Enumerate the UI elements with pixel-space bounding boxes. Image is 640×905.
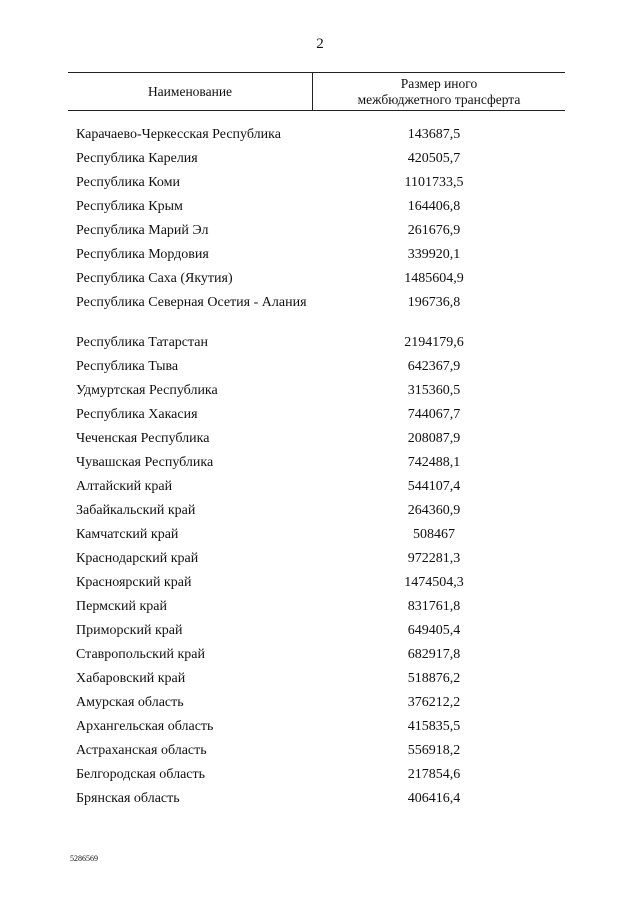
- transfer-amount: 1101733,5: [404, 175, 464, 190]
- transfer-amount: 649405,4: [407, 623, 461, 638]
- region-name: Республика Мордовия: [76, 247, 209, 262]
- transfer-amount: 831761,8: [407, 599, 461, 614]
- table-row: [76, 574, 566, 598]
- transfer-amount: 544107,4: [407, 479, 461, 494]
- table-row: [76, 334, 566, 358]
- table-row: [76, 382, 566, 406]
- region-name: Белгородская область: [76, 767, 206, 782]
- region-name: Хабаровский край: [76, 671, 186, 686]
- table-row: [76, 294, 566, 334]
- region-name: Камчатский край: [76, 527, 179, 542]
- table-row: [76, 766, 566, 790]
- column-header-value-line2: межбюджетного трансферта: [357, 92, 521, 107]
- region-name: Республика Саха (Якутия): [76, 271, 233, 286]
- transfer-amount: 518876,2: [407, 671, 461, 686]
- transfer-amount: 972281,3: [407, 551, 461, 566]
- table-row: [76, 694, 566, 718]
- table-row: [76, 150, 566, 174]
- region-name: Брянская область: [76, 791, 180, 806]
- transfer-amount: 508467: [413, 527, 455, 542]
- table-header: [68, 72, 565, 111]
- transfer-amount: 415835,5: [407, 719, 461, 734]
- table-row: [76, 742, 566, 766]
- region-name: Красноярский край: [76, 575, 192, 590]
- region-name: Ставропольский край: [76, 647, 205, 662]
- column-header-name: Наименование: [147, 84, 233, 99]
- region-name: Удмуртская Республика: [76, 383, 218, 398]
- table-row: [76, 430, 566, 454]
- table-row: [76, 790, 566, 814]
- transfer-amount: 642367,9: [407, 359, 461, 374]
- table-row: [76, 126, 566, 150]
- region-name: Республика Хакасия: [76, 407, 198, 422]
- transfer-amount: 1485604,9: [404, 271, 464, 286]
- region-name: Амурская область: [76, 695, 184, 710]
- transfer-amount: 143687,5: [407, 127, 461, 142]
- table-row: [76, 478, 566, 502]
- region-name: Приморский край: [76, 623, 183, 638]
- transfer-amount: 556918,2: [407, 743, 461, 758]
- transfer-amount: 196736,8: [407, 295, 461, 310]
- transfer-amount: 339920,1: [407, 247, 461, 262]
- document-code: 5286569: [70, 854, 98, 863]
- column-header-value: [313, 76, 565, 108]
- region-name: Республика Северная Осетия - Алания: [76, 295, 307, 310]
- transfer-amount: 1474504,3: [404, 575, 464, 590]
- region-name: Республика Марий Эл: [76, 223, 209, 238]
- transfer-amount: 742488,1: [407, 455, 461, 470]
- region-name: Карачаево-Черкесская Республика: [76, 127, 281, 142]
- table-row: [76, 550, 566, 574]
- region-name: Чеченская Республика: [76, 431, 210, 446]
- table-row: [76, 718, 566, 742]
- table-row: [76, 246, 566, 270]
- region-name: Республика Тыва: [76, 359, 179, 374]
- table-row: [76, 670, 566, 694]
- transfer-amount: 420505,7: [407, 151, 461, 166]
- column-header-value-line1: Размер иного: [400, 76, 478, 91]
- transfer-amount: 264360,9: [407, 503, 461, 518]
- region-name: Забайкальский край: [76, 503, 196, 518]
- transfer-amount: 376212,2: [407, 695, 461, 710]
- transfer-amount: 406416,4: [407, 791, 461, 806]
- table-body: [76, 126, 566, 814]
- transfer-amount: 315360,5: [407, 383, 461, 398]
- table-row: [76, 646, 566, 670]
- region-name: Чувашская Республика: [76, 455, 214, 470]
- transfer-amount: 682917,8: [407, 647, 461, 662]
- transfer-amount: 164406,8: [407, 199, 461, 214]
- table-row: [76, 454, 566, 478]
- region-name: Республика Карелия: [76, 151, 198, 166]
- region-name: Краснодарский край: [76, 551, 199, 566]
- transfer-amount: 261676,9: [407, 223, 461, 238]
- table-row: [76, 526, 566, 550]
- transfer-amount: 2194179,6: [404, 335, 464, 350]
- table-row: [76, 358, 566, 382]
- table-row: [76, 406, 566, 430]
- region-name: Пермский край: [76, 599, 167, 614]
- region-name: Республика Крым: [76, 199, 183, 214]
- table-row: [76, 502, 566, 526]
- region-name: Архангельская область: [76, 719, 214, 734]
- table-row: [76, 198, 566, 222]
- page-number: 2: [316, 36, 324, 52]
- transfer-amount: 217854,6: [407, 767, 461, 782]
- table-row: [76, 598, 566, 622]
- region-name: Алтайский край: [76, 479, 173, 494]
- transfer-amount: 208087,9: [407, 431, 461, 446]
- transfer-amount: 744067,7: [407, 407, 461, 422]
- table-row: [76, 270, 566, 294]
- region-name: Республика Татарстан: [76, 335, 209, 350]
- region-name: Астраханская область: [76, 743, 207, 758]
- region-name: Республика Коми: [76, 175, 180, 190]
- table-row: [76, 222, 566, 246]
- table-row: [76, 622, 566, 646]
- table-row: [76, 174, 566, 198]
